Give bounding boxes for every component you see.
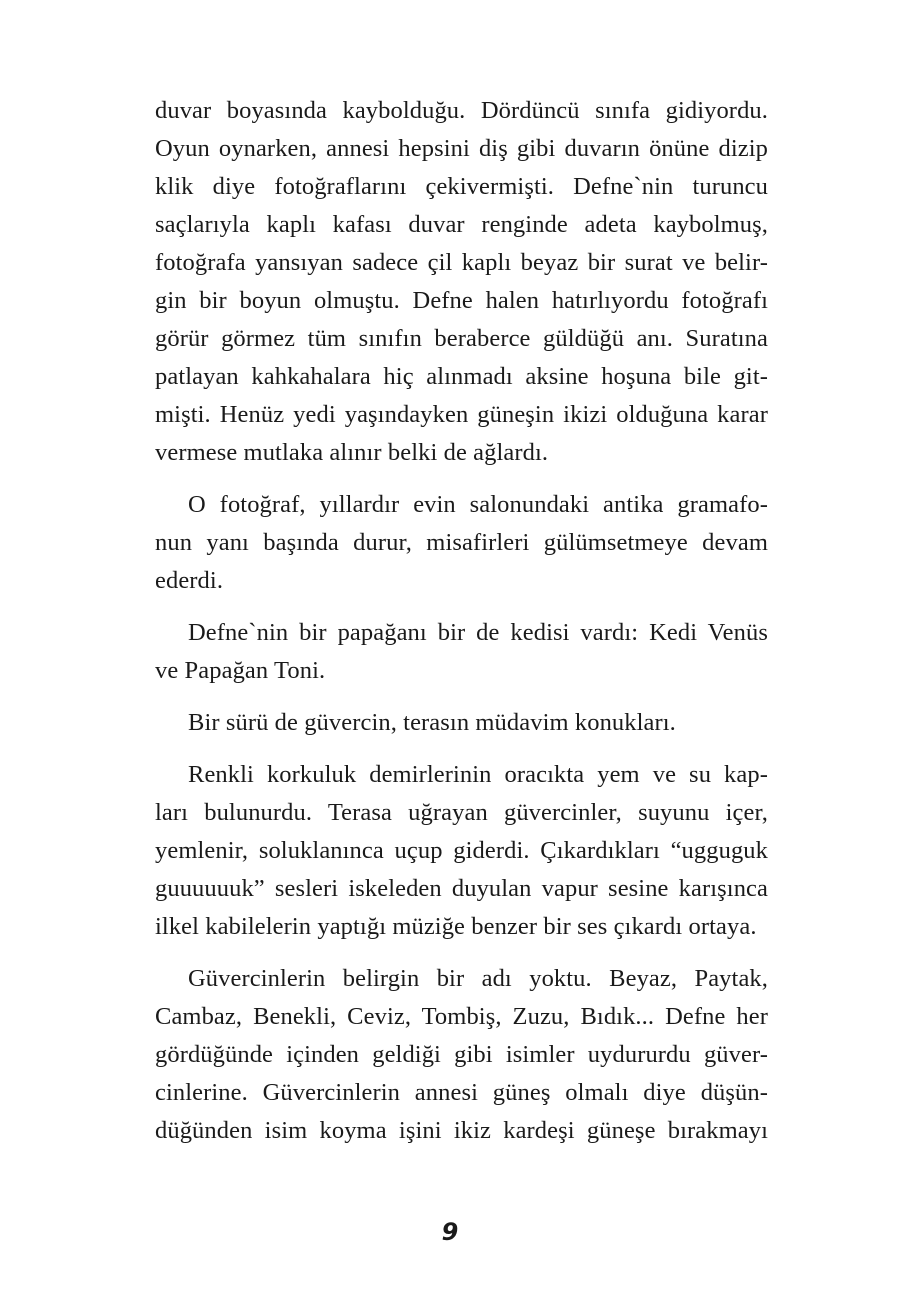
paragraph-gap	[155, 472, 768, 486]
paragraph	[155, 704, 768, 742]
text-line: ilkel kabilelerin yaptığı müziğe benzer bir ses çıkardı ortaya.	[155, 913, 757, 940]
text-line: görür görmez tüm sınıfın beraberce güldüğü anı. Suratına	[155, 325, 768, 352]
text-line: saçlarıyla kaplı kafası duvar renginde adeta kaybolmuş,	[155, 211, 768, 238]
text-line: Defne`nin bir papağanı bir de kedisi vardı: Kedi Venüs	[188, 619, 768, 646]
paragraph	[155, 92, 768, 472]
text-line: O fotoğraf, yıllardır evin salonundaki antika gramafo-	[188, 491, 768, 518]
text-line: guuuuuuk” sesleri iskeleden duyulan vapur sesine karışınca	[155, 875, 768, 902]
text-line: düğünden isim koyma işini ikiz kardeşi güneşe bırakmayı	[155, 1117, 768, 1144]
text-line: Bir sürü de güvercin, terasın müdavim konukları.	[188, 709, 676, 736]
paragraph	[155, 756, 768, 946]
text-line: Renkli korkuluk demirlerinin oracıkta yem ve su kap-	[188, 761, 768, 788]
paragraph	[155, 614, 768, 690]
text-line: cinlerine. Güvercinlerin annesi güneş olmalı diye düşün-	[155, 1079, 768, 1106]
page-number: 9	[441, 1218, 459, 1246]
paragraph-gap	[155, 600, 768, 614]
text-line: Cambaz, Benekli, Ceviz, Tombiş, Zuzu, Bıdık... Defne her	[155, 1003, 768, 1030]
text-line: ederdi.	[155, 567, 224, 594]
body-text	[155, 92, 768, 1150]
text-line: vermese mutlaka alınır belki de ağlardı.	[155, 439, 549, 466]
text-line: patlayan kahkahalara hiç alınmadı aksine hoşuna bile git-	[155, 363, 768, 390]
paragraph	[155, 486, 768, 600]
paragraph	[155, 960, 768, 1150]
text-line: ları bulunurdu. Terasa uğrayan güvercinler, suyunu içer,	[155, 799, 768, 826]
text-line: Güvercinlerin belirgin bir adı yoktu. Beyaz, Paytak,	[188, 965, 768, 992]
text-line: gördüğünde içinden geldiği gibi isimler uydururdu güver-	[155, 1041, 768, 1068]
text-line: Oyun oynarken, annesi hepsini diş gibi duvarın önüne dizip	[155, 135, 768, 162]
text-line: gin bir boyun olmuştu. Defne halen hatırlıyordu fotoğrafı	[155, 287, 768, 314]
paragraph-gap	[155, 742, 768, 756]
text-line: nun yanı başında durur, misafirleri gülümsetmeye devam	[155, 529, 768, 556]
text-line: mişti. Henüz yedi yaşındayken güneşin ikizi olduğuna karar	[155, 401, 768, 428]
text-line: duvar boyasında kaybolduğu. Dördüncü sınıfa gidiyordu.	[155, 97, 768, 124]
paragraph-gap	[155, 946, 768, 960]
text-line: ve Papağan Toni.	[155, 657, 326, 684]
text-line: fotoğrafa yansıyan sadece çil kaplı beyaz bir surat ve belir-	[155, 249, 768, 276]
text-line: yemlenir, soluklanınca uçup giderdi. Çıkardıkları “ugguguk	[155, 837, 768, 864]
paragraph-gap	[155, 690, 768, 704]
text-line: klik diye fotoğraflarını çekivermişti. Defne`nin turuncu	[155, 173, 768, 200]
